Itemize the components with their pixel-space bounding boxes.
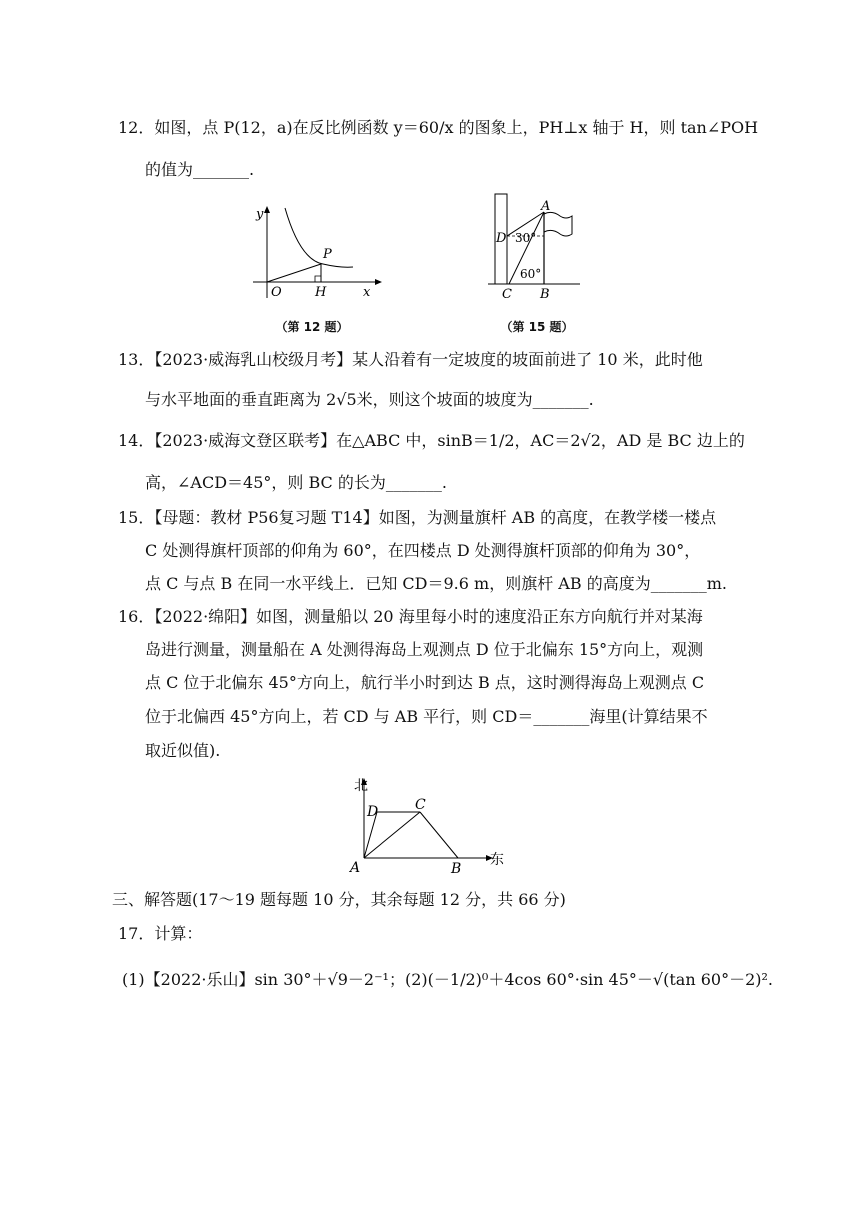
fig12-label-h: H xyxy=(315,285,327,300)
figure-16-navigation-diagram xyxy=(340,772,510,877)
figure-12-caption: （第 12 题） xyxy=(275,320,349,334)
fig16-label-b: B xyxy=(451,861,462,877)
question-16-line-4: 位于北偏西 45°方向上，若 CD 与 AB 平行，则 CD＝_______海里(计算结果不 xyxy=(145,707,708,726)
figure-15-flagpole-diagram xyxy=(488,192,588,302)
section-3-heading: 三、解答题(17～19 题每题 10 分，其余每题 12 分，共 66 分) xyxy=(112,890,566,909)
fig15-label-b: B xyxy=(540,287,550,302)
question-17-title: 17．计算： xyxy=(118,924,203,943)
question-12-line-2: 的值为_______. xyxy=(145,160,255,179)
fig16-label-east: 东 xyxy=(490,852,504,868)
question-13-line-2: 与水平地面的垂直距离为 2√5米，则这个坡面的坡度为_______. xyxy=(145,390,594,409)
fig16-label-d: D xyxy=(367,804,379,820)
fig15-label-a: A xyxy=(541,199,551,214)
question-12-line-1: 12．如图，点 P(12，a)在反比例函数 y＝60/x 的图象上，PH⊥x 轴于 H，则 tan∠POH xyxy=(118,118,759,137)
figure-12-inverse-function-graph xyxy=(245,198,385,308)
question-15-line-3: 点 C 与点 B 在同一水平线上．已知 CD＝9.6 m，则旗杆 AB 的高度为_______m. xyxy=(145,574,727,593)
fig12-label-x: x xyxy=(363,285,371,300)
fig12-label-p: P xyxy=(323,247,332,262)
fig12-label-o: O xyxy=(271,285,282,300)
question-17-part-2: (2)(－1/2)⁰＋4cos 60°·sin 45°－√(tan 60°－2)². xyxy=(405,970,773,989)
question-14-line-1: 14．【2023·威海文登区联考】在△ABC 中，sinB＝1/2，AC＝2√2，AD 是 BC 边上的 xyxy=(118,431,745,450)
question-16-line-1: 16．【2022·绵阳】如图，测量船以 20 海里每小时的速度沿正东方向航行并对某海 xyxy=(118,607,703,626)
question-14-line-2: 高，∠ACD＝45°，则 BC 的长为_______. xyxy=(145,473,447,492)
question-17-part-1: (1)【2022·乐山】sin 30°＋√9－2⁻¹； xyxy=(122,970,405,989)
fig15-angle-30: 30° xyxy=(515,231,537,245)
fig15-label-d: D xyxy=(496,231,507,246)
question-16-line-5: 取近似值). xyxy=(145,741,221,760)
fig16-label-c: C xyxy=(415,797,426,813)
fig15-angle-60: 60° xyxy=(520,267,542,281)
question-13-line-1: 13．【2023·威海乳山校级月考】某人沿着有一定坡度的坡面前进了 10 米，此时他 xyxy=(118,350,703,369)
question-16-line-3: 点 C 位于北偏东 45°方向上，航行半小时到达 B 点，这时测得海岛上观测点 C xyxy=(145,673,705,692)
question-15-line-2: C 处测得旗杆顶部的仰角为 60°，在四楼点 D 处测得旗杆顶部的仰角为 30°， xyxy=(145,541,701,560)
question-16-line-2: 岛进行测量，测量船在 A 处测得海岛上观测点 D 位于北偏东 15°方向上，观测 xyxy=(145,640,704,659)
fig16-label-north: 北 xyxy=(354,778,368,794)
question-15-line-1: 15．【母题：教材 P56复习题 T14】如图，为测量旗杆 AB 的高度，在教学楼一楼点 xyxy=(118,508,717,527)
fig12-label-y: y xyxy=(256,207,264,222)
fig16-label-a: A xyxy=(350,860,361,876)
figure-15-caption: （第 15 题） xyxy=(500,320,574,334)
fig15-label-c: C xyxy=(502,287,512,302)
